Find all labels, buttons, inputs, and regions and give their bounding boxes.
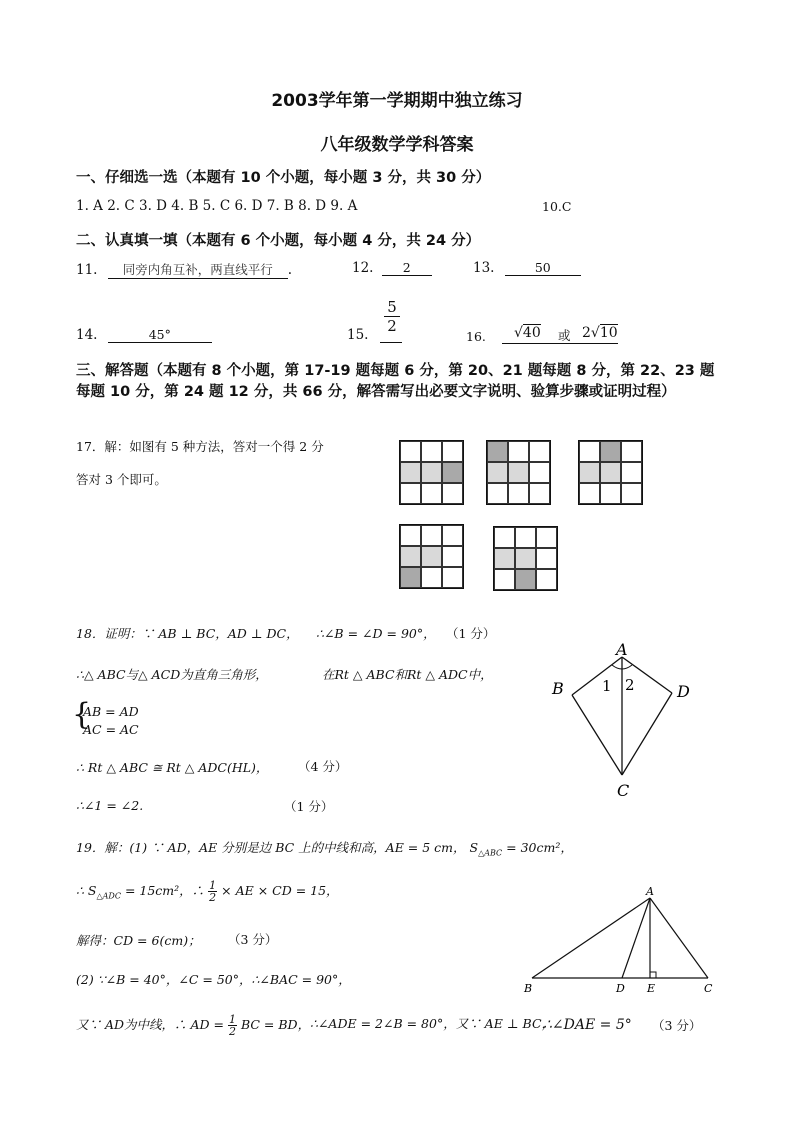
q19-line5 — [76, 1014, 310, 1037]
q19-line2-s: ∴ S — [76, 883, 97, 898]
q15-answer — [384, 298, 400, 335]
q17-line2: 答对 3 个即可。 — [76, 472, 167, 487]
q15-numerator: 5 — [384, 298, 400, 317]
section1-answer10: 10.C — [542, 199, 572, 214]
q19-label-b: B — [524, 982, 533, 995]
q17-grid-5 — [493, 526, 558, 591]
q18-brace: { — [72, 697, 92, 732]
q18-edge-ab — [572, 657, 622, 695]
q12-label: 12. — [352, 260, 374, 276]
page-title: 2003学年第一学期期中独立练习 — [271, 91, 523, 111]
q17-grid-2 — [486, 440, 551, 505]
section3-heading-2: 每题 10 分，第 24 题 12 分，共 66 分，解答需写出必要文字说明、验算步骤或证明过程） — [76, 384, 676, 400]
q18-sys1: AB = AD — [83, 704, 139, 719]
q18-line1 — [76, 624, 299, 642]
section3-heading-1: 三、解答题（本题有 8 个小题，第 17-19 题每题 6 分，第 20、21 题每题 8 分，第 22、23 题 — [76, 363, 715, 379]
q19-label-c: C — [704, 982, 713, 995]
page-subtitle: 八年级数学学科答案 — [320, 135, 474, 155]
q19-line3-score: （3 分） — [228, 932, 278, 947]
q19-line5-a: 又∵ AD为中线，∴ AD = — [76, 1017, 228, 1032]
q18-line1-b: ∴∠B = ∠D = 90°， — [316, 626, 436, 641]
q18-line1-score: （1 分） — [446, 626, 496, 641]
q19-line5-score: （3 分） — [652, 1018, 702, 1033]
q16-label: 16. — [466, 329, 486, 344]
q19-line5-den: 2 — [228, 1025, 236, 1038]
section1-heading: 一、仔细选一选（本题有 10 个小题，每小题 3 分，共 30 分） — [76, 170, 491, 186]
q18-line4-score: （4 分） — [298, 759, 348, 774]
q16-a: 40 — [522, 325, 541, 341]
q19-label-a: A — [646, 885, 654, 898]
q19-line1-s: S — [469, 840, 479, 855]
q18-label-1: 1 — [602, 677, 612, 695]
q19-edge-ac — [650, 898, 708, 978]
q19-line2-den: 2 — [209, 891, 217, 904]
q11: 11. 同旁内角互补，两直线平行 . — [76, 262, 293, 278]
q18-label-b: B — [552, 679, 564, 698]
q19-label-e: E — [647, 982, 656, 995]
q12 — [352, 260, 432, 276]
q18-line5: ∴∠1 = ∠2. — [76, 798, 144, 813]
q18-edge-bc — [572, 695, 622, 775]
q12-answer: 2 — [382, 260, 432, 276]
q11-label: 11. — [76, 262, 98, 278]
q19-line5-d: ∴∠DAE = 5° — [543, 1017, 632, 1033]
q14 — [76, 327, 212, 343]
q19-line3: 解得：CD = 6(cm)； — [76, 933, 201, 948]
q18-line2-b: 在Rt △ ABC和Rt △ ADC中， — [322, 667, 493, 682]
q19-line5-c: ∴∠ADE = 2∠B = 80°，又∵ AE ⊥ BC， — [310, 1016, 555, 1031]
q19-line1-sub: △ABC — [478, 848, 503, 858]
section2-heading: 二、认真填一填（本题有 6 个小题，每小题 4 分，共 24 分） — [76, 233, 481, 249]
q19-line5-num: 1 — [228, 1013, 236, 1026]
q16-or: 或 — [558, 328, 571, 343]
section1-answers: 1. A 2. C 3. D 4. B 5. C 6. D 7. B 8. D 9. A — [76, 198, 358, 214]
q18-label-d: D — [677, 682, 690, 701]
q19-line2 — [76, 880, 339, 903]
q15-underline — [380, 342, 402, 343]
q19-line2-b: = 15cm²，∴ — [120, 883, 209, 898]
q19-label-d: D — [616, 982, 625, 995]
q18-line5-score: （1 分） — [284, 799, 334, 814]
q17-grid-1 — [399, 440, 464, 505]
q18-label-2: 2 — [625, 676, 635, 694]
q18-label-a: A — [616, 640, 628, 659]
q18-figure — [540, 635, 710, 805]
q19-edge-ab — [532, 898, 650, 978]
q18-edge-dc — [622, 693, 672, 775]
q19-right-angle-mark — [650, 972, 656, 978]
q19-line2-c: × AE × CD = 15， — [221, 883, 339, 898]
q15-denominator: 2 — [387, 317, 397, 335]
q16-b-coef: 2 — [582, 325, 591, 341]
q18-label-c: C — [617, 781, 630, 800]
q17-line1: 17．解：如图有 5 种方法，答对一个得 2 分 — [76, 439, 324, 454]
q19-line2-sub: △ADC — [96, 891, 121, 901]
q13-label: 13. — [473, 260, 495, 276]
q18-line2-a: ∴△ ABC与△ ACD为直角三角形， — [76, 667, 268, 682]
q19-line1-b: = 30cm²， — [502, 840, 573, 855]
q14-label: 14. — [76, 327, 98, 343]
q19-line1 — [76, 838, 573, 858]
q19-median-ad — [622, 898, 650, 978]
q13-answer: 50 — [505, 260, 581, 276]
q13 — [473, 260, 581, 276]
q18-line1-a: 18．证明：∵ AB ⊥ BC，AD ⊥ DC， — [76, 626, 299, 641]
q16-answer: √40 或 2√10 — [502, 325, 618, 344]
q19-figure — [518, 882, 722, 998]
q11-answer: 同旁内角互补，两直线平行 — [108, 260, 288, 279]
q16-b: 10 — [599, 325, 618, 341]
q19-line2-num: 1 — [209, 879, 217, 892]
q19-line4: (2) ∵∠B = 40°，∠C = 50°，∴∠BAC = 90°， — [76, 972, 351, 987]
q19-line1-a: 19．解：(1) ∵ AD，AE 分别是边 BC 上的中线和高，AE = 5 cm， — [76, 840, 466, 855]
q15-label: 15. — [347, 327, 369, 343]
q18-sys2: AC = AC — [83, 722, 139, 737]
q17-grid-3 — [578, 440, 643, 505]
q17-grid-4 — [399, 524, 464, 589]
q18-line4: ∴ Rt △ ABC ≅ Rt △ ADC(HL)， — [76, 760, 269, 775]
q19-line5-b: BC = BD， — [240, 1017, 311, 1032]
q14-answer: 45° — [108, 327, 212, 343]
